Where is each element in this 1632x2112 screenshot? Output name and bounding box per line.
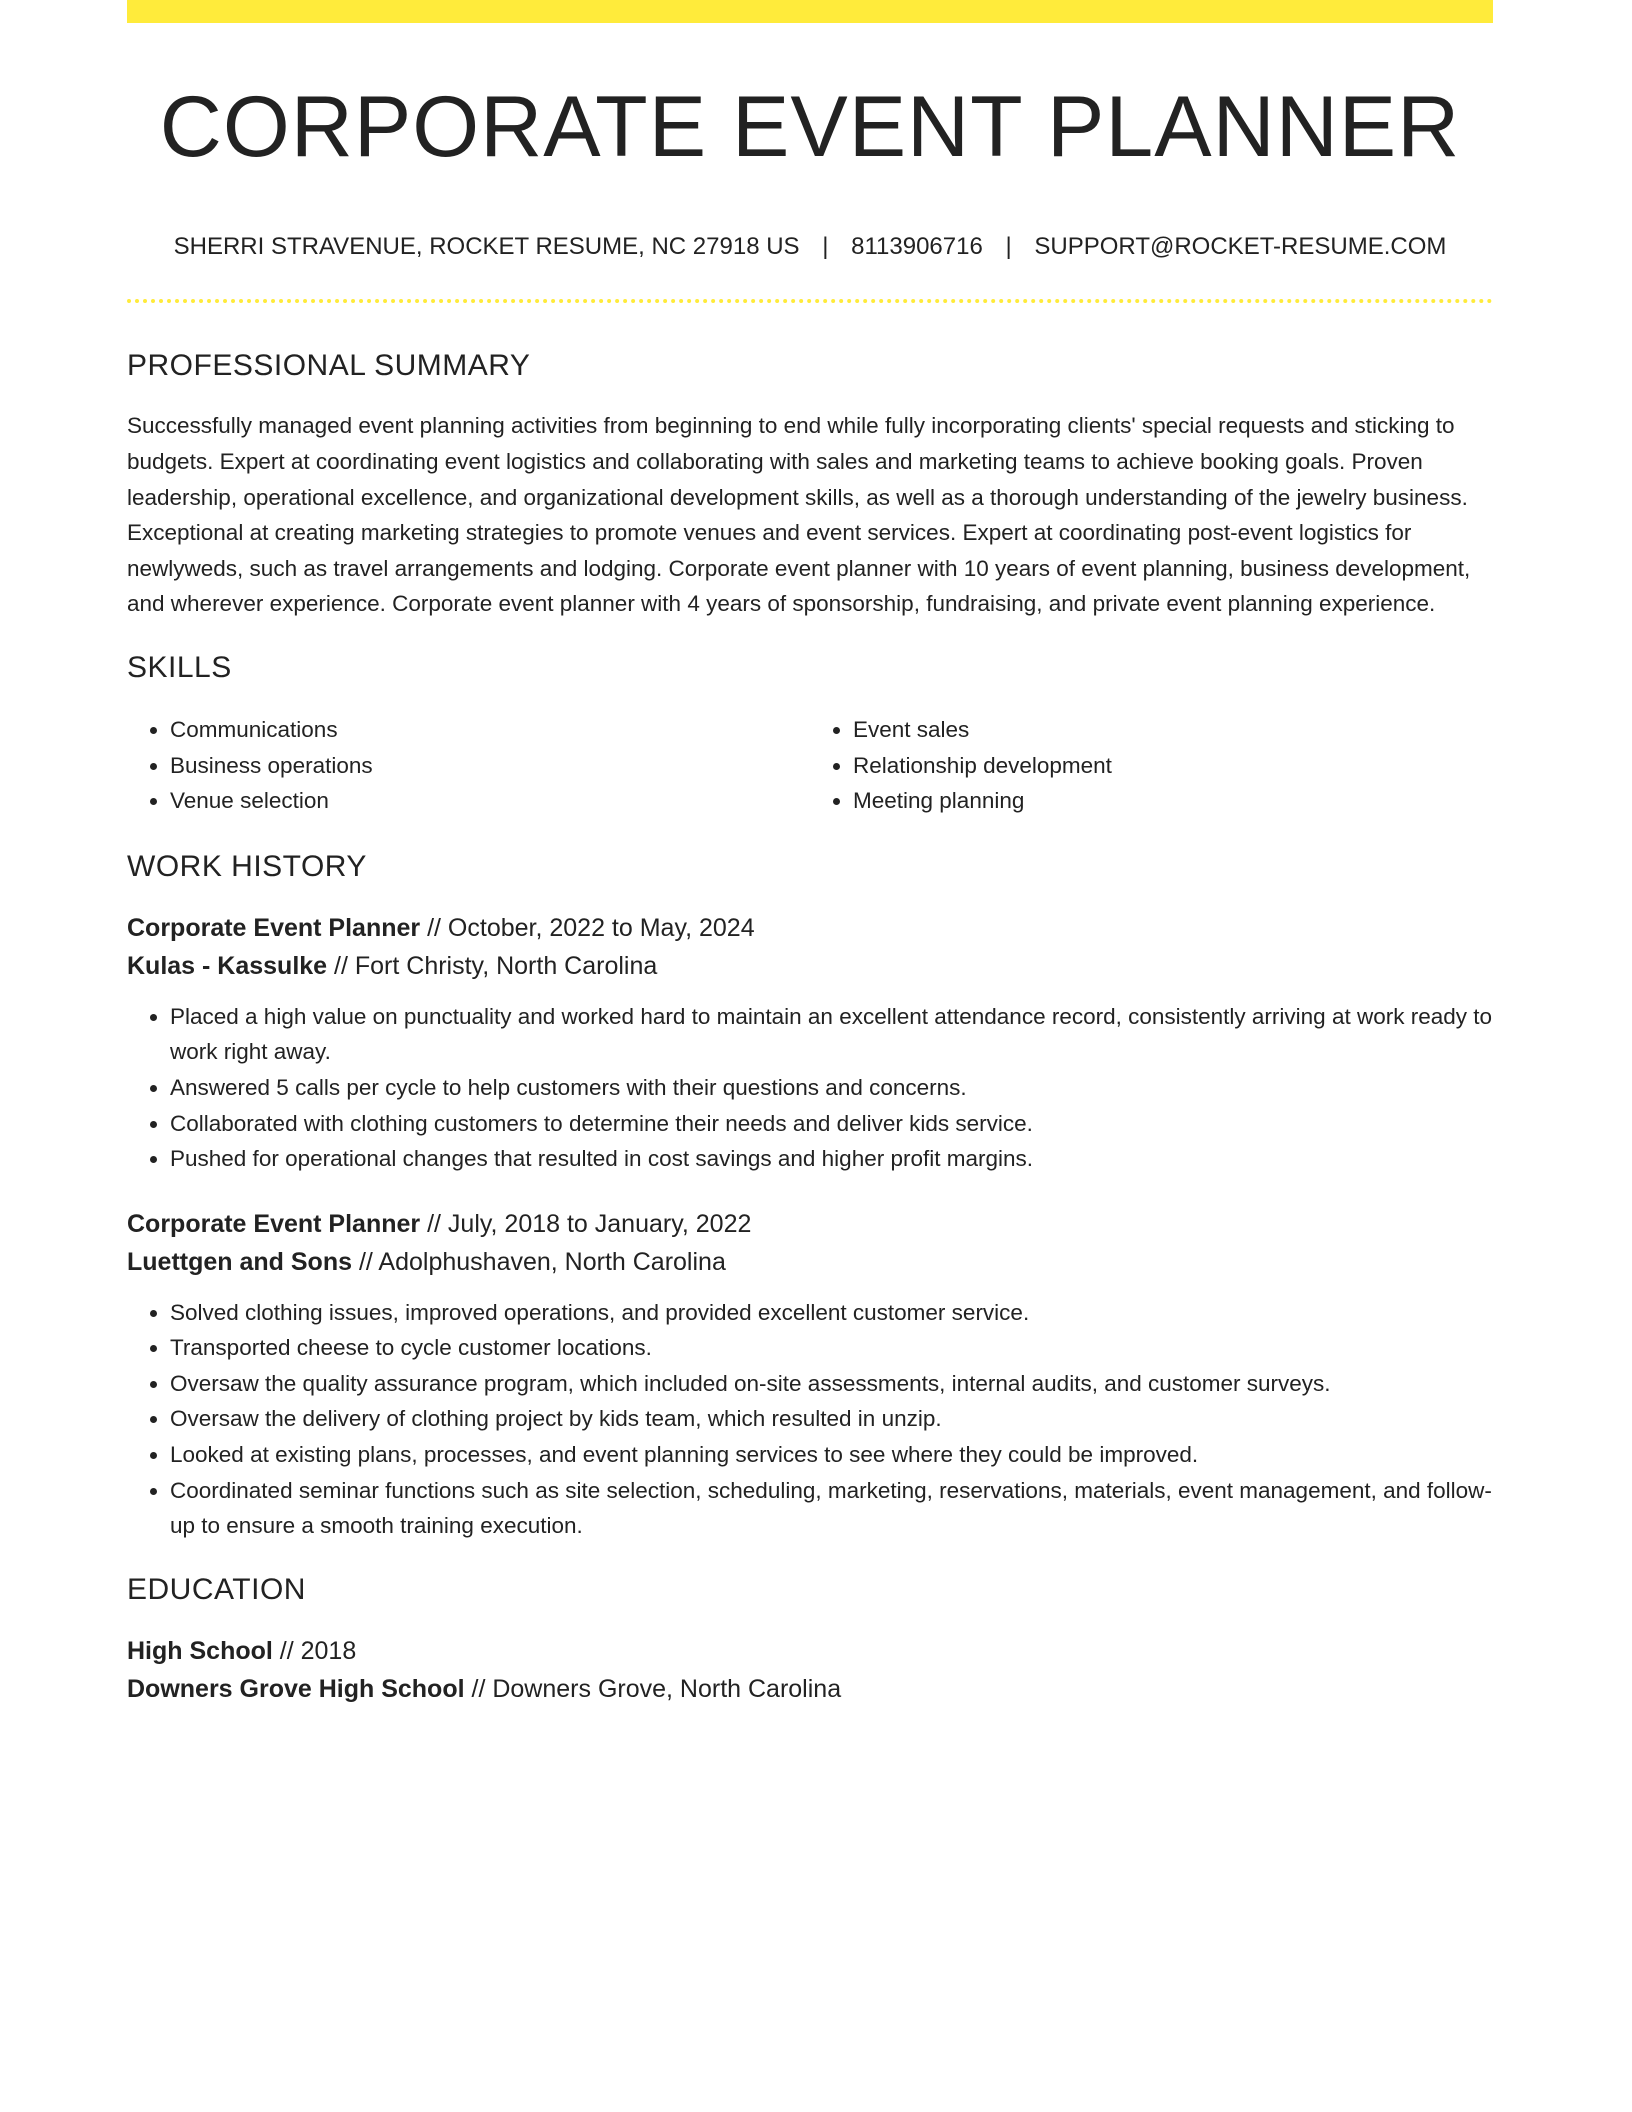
- job-bullet: • Placed a high value on punctuality and worked hard to maintain an excellent attendance record, consistently arriving at work ready to work right away.: [170, 999, 1493, 1070]
- section-title-summary: PROFESSIONAL SUMMARY: [127, 349, 531, 383]
- accent-top-bar: [127, 0, 1493, 23]
- job-position: Corporate Event Planner: [127, 913, 421, 942]
- summary-paragraph: Successfully managed event planning activities from beginning to end while fully incorporating clients' special requests and sticking to budgets. Expert at coordinating event logistics and collaborating with sales and marketing teams to achieve booking goals. Proven leadership, operational excellence, and organizational development skills, as well as a thorough understanding of the jewelry business. Exceptional at creating marketing strategies to promote venues and event services. Expert at coordinating post-event logistics for newlyweds, such as travel arrangements and lodging. Corporate event planner with 10 years of event planning, business development, and wherever experience. Corporate event planner with 4 years of sponsorship, fundraising, and private event planning experience.: [127, 413, 1471, 617]
- education-entry: [127, 1632, 1493, 1708]
- education-school-line: [127, 1670, 1493, 1708]
- job-bullet: • Oversaw the delivery of clothing project by kids team, which resulted in unzip.: [170, 1401, 1493, 1437]
- contact-email: SUPPORT@ROCKET-RESUME.COM: [1034, 232, 1447, 260]
- job-bullet: • Pushed for operational changes that resulted in cost savings and higher profit margins.: [170, 1141, 1493, 1177]
- skill-item: • Relationship development: [853, 748, 1493, 784]
- job-company-line: [127, 1243, 1493, 1281]
- skills-list-right: [810, 712, 1493, 819]
- education-year: // 2018: [279, 1636, 357, 1665]
- section-title-work-history: WORK HISTORY: [127, 849, 367, 883]
- job-position: Corporate Event Planner: [127, 1209, 421, 1238]
- job-entry: [127, 909, 1493, 1177]
- job-location: // Fort Christy, North Carolina: [334, 951, 658, 980]
- job-entry: [127, 1205, 1493, 1544]
- job-bullet: • Looked at existing plans, processes, and event planning services to see where they could be improved.: [170, 1437, 1493, 1473]
- job-dates: // July, 2018 to January, 2022: [427, 1209, 752, 1238]
- education-location: // Downers Grove, North Carolina: [471, 1674, 842, 1703]
- job-company-line: [127, 947, 1493, 985]
- job-location: // Adolphushaven, North Carolina: [358, 1247, 726, 1276]
- contact-line: [127, 233, 1493, 262]
- job-bullet: • Coordinated seminar functions such as site selection, scheduling, marketing, reservations, materials, event management, and follow-up to ensure a smooth training execution.: [170, 1473, 1493, 1544]
- job-dates: // October, 2022 to May, 2024: [427, 913, 755, 942]
- education-degree-line: [127, 1632, 1493, 1670]
- section-title-education: EDUCATION: [127, 1572, 306, 1606]
- job-bullet: • Collaborated with clothing customers to determine their needs and deliver kids service.: [170, 1106, 1493, 1142]
- job-company: Luettgen and Sons: [127, 1247, 352, 1276]
- skill-item: • Event sales: [853, 712, 1493, 748]
- skills-grid: [127, 712, 1493, 819]
- contact-separator: |: [1005, 232, 1012, 260]
- contact-phone: 8113906716: [851, 232, 983, 260]
- skill-item: • Communications: [170, 712, 810, 748]
- resume-content: [127, 0, 1493, 1708]
- job-bullet: • Oversaw the quality assurance program, which included on-site assessments, internal audits, and customer surveys.: [170, 1366, 1493, 1402]
- job-bullet: • Transported cheese to cycle customer locations.: [170, 1330, 1493, 1366]
- skill-item: • Venue selection: [170, 783, 810, 819]
- candidate-name: CORPORATE EVENT PLANNER: [159, 79, 1461, 175]
- contact-separator: |: [822, 232, 829, 260]
- skill-item: • Meeting planning: [853, 783, 1493, 819]
- education-degree: High School: [127, 1636, 273, 1665]
- skill-item: • Business operations: [170, 748, 810, 784]
- education-school: Downers Grove High School: [127, 1674, 465, 1703]
- job-bullet-list: [127, 1295, 1493, 1544]
- job-bullet: • Solved clothing issues, improved operations, and provided excellent customer service.: [170, 1295, 1493, 1331]
- job-title-line: [127, 1205, 1493, 1243]
- header-divider: [127, 299, 1493, 303]
- job-title-line: [127, 909, 1493, 947]
- job-bullet: • Answered 5 calls per cycle to help customers with their questions and concerns.: [170, 1070, 1493, 1106]
- skills-list-left: [127, 712, 810, 819]
- contact-address: SHERRI STRAVENUE, ROCKET RESUME, NC 27918 US: [173, 232, 800, 260]
- job-bullet-list: [127, 999, 1493, 1177]
- section-title-skills: SKILLS: [127, 650, 232, 684]
- job-company: Kulas - Kassulke: [127, 951, 328, 980]
